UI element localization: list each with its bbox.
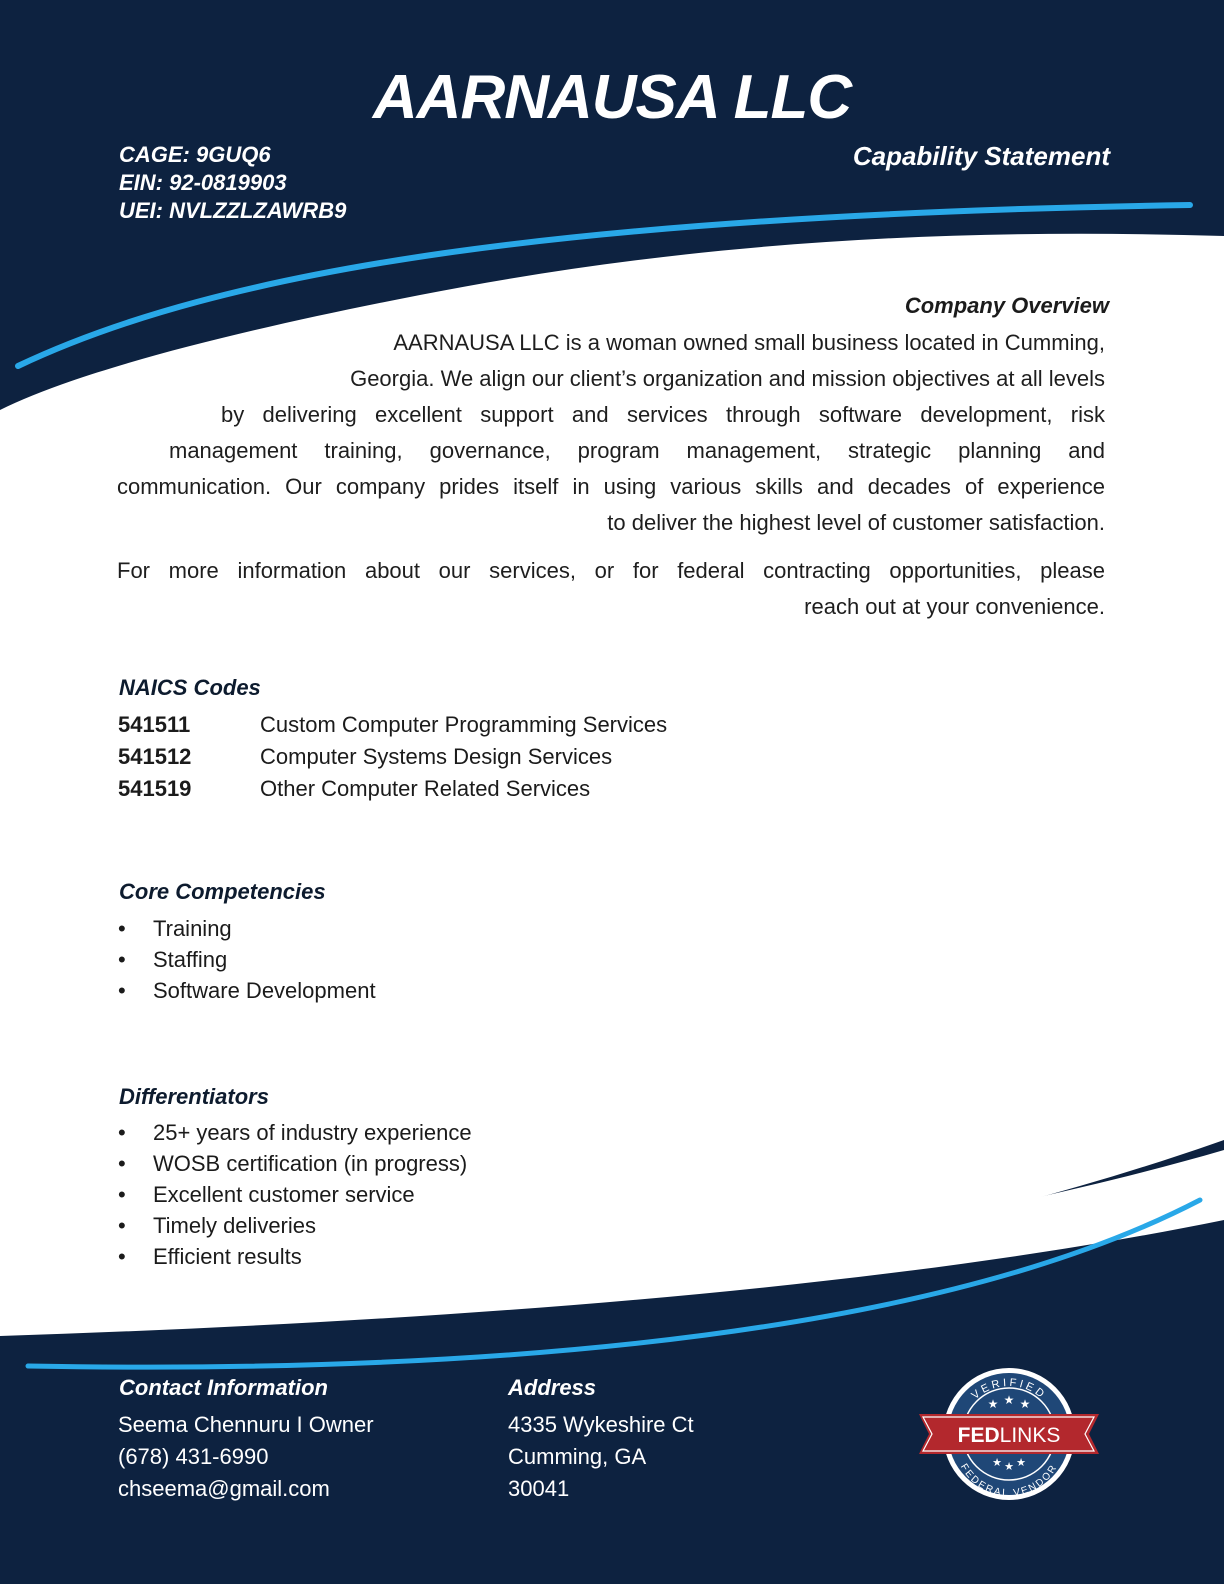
star-icon: ★	[1003, 1393, 1015, 1407]
bullet: •	[118, 1213, 126, 1238]
address-city: Cumming, GA	[508, 1444, 647, 1469]
contact-name: Seema Chennuru I Owner	[118, 1412, 374, 1437]
competencies-title: Core Competencies	[119, 879, 326, 904]
overview-title: Company Overview	[904, 293, 1109, 318]
list-item	[118, 1117, 472, 1148]
overview-line: to deliver the highest level of customer satisfaction.	[607, 510, 1105, 535]
fedlinks-verified-badge	[917, 1360, 1101, 1508]
naics-row	[118, 709, 667, 741]
naics-row	[118, 773, 667, 805]
naics-code: 541512	[118, 744, 192, 769]
company-ids	[119, 141, 346, 225]
competency-text: Software Development	[153, 978, 376, 1003]
list-item	[118, 1210, 472, 1241]
naics-description: Computer Systems Design Services	[260, 744, 613, 769]
competency-text: Staffing	[153, 947, 228, 972]
ein-number: EIN: 92-0819903	[119, 170, 287, 195]
naics-description: Other Computer Related Services	[260, 776, 591, 801]
naics-list	[118, 709, 667, 805]
differentiator-text: WOSB certification (in progress)	[153, 1151, 468, 1176]
address-zip: 30041	[508, 1476, 570, 1501]
star-icon: ★	[1016, 1457, 1026, 1469]
differentiator-text: 25+ years of industry experience	[153, 1120, 472, 1145]
overview-line: communication. Our company prides itself in using various skills and decades of experience	[117, 474, 1105, 499]
bullet: •	[118, 916, 126, 941]
naics-code: 541511	[118, 712, 191, 737]
bullet: •	[118, 1151, 126, 1176]
differentiator-text: Efficient results	[153, 1244, 302, 1269]
contact-info	[118, 1409, 374, 1505]
more-info-text	[117, 553, 1105, 625]
bullet: •	[118, 978, 126, 1003]
overview-line: Georgia. We align our client’s organization and mission objectives at all levels	[350, 366, 1105, 391]
bullet: •	[118, 947, 126, 972]
list-item	[118, 1148, 472, 1179]
address-info	[508, 1409, 694, 1505]
bullet: •	[118, 1182, 126, 1207]
cage-code: CAGE: 9GUQ6	[119, 142, 271, 167]
overview-text	[117, 325, 1105, 625]
naics-code: 541519	[118, 776, 192, 801]
list-item	[118, 944, 376, 975]
list-item	[118, 1241, 472, 1272]
uei-number: UEI: NVLZZLZAWRB9	[119, 198, 347, 223]
overview-line: management training, governance, program management, strategic planning and	[169, 438, 1105, 463]
differentiator-text: Excellent customer service	[153, 1182, 415, 1207]
more-info-line: reach out at your convenience.	[804, 594, 1105, 619]
contact-phone[interactable]: (678) 431-6990	[118, 1444, 269, 1469]
more-info-line: For more information about our services, or for federal contracting opportunities, please	[117, 558, 1105, 583]
star-icon: ★	[992, 1457, 1002, 1469]
address-street: 4335 Wykeshire Ct	[508, 1412, 694, 1437]
competency-text: Training	[153, 916, 232, 941]
star-icon: ★	[1004, 1461, 1014, 1473]
document-type: Capability Statement	[852, 141, 1110, 171]
badge-brand	[958, 1424, 1061, 1447]
naics-row	[118, 741, 667, 773]
naics-description: Custom Computer Programming Services	[260, 712, 668, 737]
star-icon: ★	[987, 1397, 999, 1411]
list-item	[118, 975, 376, 1006]
overview-line: by delivering excellent support and services through software development, risk	[221, 402, 1105, 427]
star-icon: ★	[1019, 1397, 1031, 1411]
badge-top-text-path: VERIFIED	[969, 1376, 1049, 1403]
badge-bottom-text-path: FEDERAL VENDOR	[957, 1462, 1061, 1500]
list-item	[118, 913, 376, 944]
contact-title: Contact Information	[119, 1375, 328, 1400]
badge-brand-bold: FED	[957, 1424, 1000, 1447]
differentiators-list	[118, 1117, 472, 1272]
competencies-list	[118, 913, 376, 1006]
company-name: AARNAUSA LLC	[372, 63, 852, 132]
list-item	[118, 1179, 472, 1210]
naics-title: NAICS Codes	[119, 675, 261, 700]
contact-email[interactable]: chseema@gmail.com	[118, 1476, 330, 1501]
differentiators-title: Differentiators	[119, 1084, 269, 1109]
badge-brand-light: LINKS	[999, 1424, 1061, 1447]
bullet: •	[118, 1244, 126, 1269]
differentiator-text: Timely deliveries	[153, 1213, 317, 1238]
address-title: Address	[508, 1375, 597, 1400]
bullet: •	[118, 1120, 126, 1145]
overview-line: AARNAUSA LLC is a woman owned small business located in Cumming,	[393, 330, 1105, 355]
